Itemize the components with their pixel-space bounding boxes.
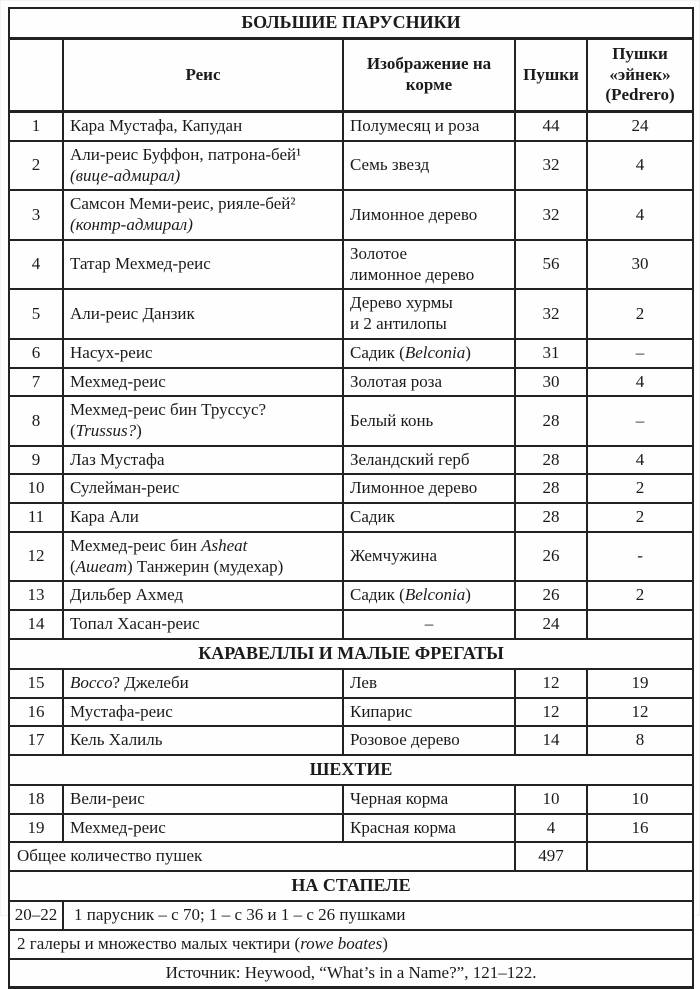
table-title: БОЛЬШИЕ ПАРУСНИКИ (9, 8, 693, 38)
ship-name: Самсон Меми-реис, рияле-бей² (контр-адмирал) (63, 190, 343, 239)
ship-row (9, 112, 693, 141)
stern-image: Жемчужина (343, 532, 515, 581)
pedrero-guns-count: 19 (587, 669, 693, 698)
ship-number: 1 (9, 112, 63, 141)
guns-count: 32 (515, 190, 587, 239)
ship-name: Мустафа-реис (63, 698, 343, 727)
pedrero-guns-count: 4 (587, 141, 693, 190)
stern-image: Полумесяц и роза (343, 112, 515, 141)
stern-image: Кипарис (343, 698, 515, 727)
range-numbers: 20–22 (9, 901, 63, 930)
stern-image: Розовое дерево (343, 726, 515, 755)
stern-image: – (343, 610, 515, 639)
guns-count: 4 (515, 814, 587, 843)
ship-name: Татар Мехмед-реис (63, 240, 343, 289)
ship-row (9, 581, 693, 610)
ship-row (9, 669, 693, 698)
section-header-row (9, 639, 693, 669)
ship-name: Али-реис Буффон, патрона-бей¹ (вице-адмирал) (63, 141, 343, 190)
ship-row (9, 368, 693, 397)
pedrero-guns-count: 2 (587, 581, 693, 610)
column-header-pedrero: Пушки «эйнек» (Pedrero) (587, 38, 693, 111)
ship-number: 14 (9, 610, 63, 639)
ship-row (9, 726, 693, 755)
ship-number: 7 (9, 368, 63, 397)
pedrero-guns-count: 2 (587, 503, 693, 532)
pedrero-guns-count: – (587, 396, 693, 445)
column-header-reis: Реис (63, 38, 343, 111)
section-header-row (9, 871, 693, 901)
stern-image: Белый конь (343, 396, 515, 445)
ship-row (9, 289, 693, 338)
ship-number: 9 (9, 446, 63, 475)
pedrero-guns-count: 10 (587, 785, 693, 814)
ship-number: 11 (9, 503, 63, 532)
total-label: Общее количество пушек (9, 842, 515, 871)
ship-number: 17 (9, 726, 63, 755)
ship-number: 16 (9, 698, 63, 727)
total-row (9, 842, 693, 871)
stern-image: Лев (343, 669, 515, 698)
ship-number: 6 (9, 339, 63, 368)
pedrero-guns-count: 16 (587, 814, 693, 843)
pedrero-guns-count: 4 (587, 368, 693, 397)
column-header-guns: Пушки (515, 38, 587, 111)
note-text: 2 галеры и множество малых чектири (rowe boates) (9, 930, 693, 959)
total-guns-count: 497 (515, 842, 587, 871)
column-header-num (9, 38, 63, 111)
source-text: Источник: Heywood, “What’s in a Name?”, 121–122. (9, 959, 693, 988)
ship-row (9, 785, 693, 814)
ship-number: 8 (9, 396, 63, 445)
stern-image: Золотое лимонное дерево (343, 240, 515, 289)
guns-count: 26 (515, 532, 587, 581)
ship-row (9, 474, 693, 503)
pedrero-guns-count: 4 (587, 190, 693, 239)
section-header-label: НА СТАПЕЛЕ (9, 871, 693, 901)
ship-row (9, 532, 693, 581)
stern-image: Семь звезд (343, 141, 515, 190)
table-title-row (9, 8, 693, 38)
ship-name: Вели-реис (63, 785, 343, 814)
total-pedrero-count (587, 842, 693, 871)
guns-count: 28 (515, 474, 587, 503)
guns-count: 32 (515, 141, 587, 190)
ship-number: 19 (9, 814, 63, 843)
pedrero-guns-count (587, 610, 693, 639)
source-row (9, 959, 693, 988)
ship-name: Дильбер Ахмед (63, 581, 343, 610)
guns-count: 28 (515, 446, 587, 475)
ship-name: Насух-реис (63, 339, 343, 368)
guns-count: 26 (515, 581, 587, 610)
pedrero-guns-count: 2 (587, 474, 693, 503)
section-header-label: КАРАВЕЛЛЫ И МАЛЫЕ ФРЕГАТЫ (9, 639, 693, 669)
stern-image: Черная корма (343, 785, 515, 814)
guns-count: 14 (515, 726, 587, 755)
table-header-row (9, 38, 693, 111)
ship-row (9, 698, 693, 727)
ship-number: 18 (9, 785, 63, 814)
ship-number: 5 (9, 289, 63, 338)
pedrero-guns-count: 8 (587, 726, 693, 755)
pedrero-guns-count: 12 (587, 698, 693, 727)
ships-table-body (9, 8, 693, 988)
guns-count: 10 (515, 785, 587, 814)
pedrero-guns-count: 4 (587, 446, 693, 475)
ship-number: 3 (9, 190, 63, 239)
pedrero-guns-count: 30 (587, 240, 693, 289)
stern-image: Красная корма (343, 814, 515, 843)
column-header-image: Изображение на корме (343, 38, 515, 111)
guns-count: 56 (515, 240, 587, 289)
note-row (9, 930, 693, 959)
ship-row (9, 814, 693, 843)
ship-name: Мехмед-реис бин Труссус? (Trussus?) (63, 396, 343, 445)
ship-row (9, 446, 693, 475)
ship-number: 10 (9, 474, 63, 503)
stern-image: Садик (Belconia) (343, 581, 515, 610)
ship-name: Лаз Мустафа (63, 446, 343, 475)
guns-count: 31 (515, 339, 587, 368)
ship-row (9, 396, 693, 445)
guns-count: 12 (515, 669, 587, 698)
stern-image: Дерево хурмы и 2 антилопы (343, 289, 515, 338)
stern-image: Лимонное дерево (343, 190, 515, 239)
ship-name: Топал Хасан-реис (63, 610, 343, 639)
ship-name: Сулейман-реис (63, 474, 343, 503)
guns-count: 32 (515, 289, 587, 338)
guns-count: 24 (515, 610, 587, 639)
ship-number: 13 (9, 581, 63, 610)
guns-count: 28 (515, 503, 587, 532)
ship-name: Мехмед-реис бин Asheat (Ашеат) Танжерин (мудехар) (63, 532, 343, 581)
ship-row (9, 339, 693, 368)
stern-image: Лимонное дерево (343, 474, 515, 503)
ship-row (9, 610, 693, 639)
guns-count: 44 (515, 112, 587, 141)
pedrero-guns-count: 24 (587, 112, 693, 141)
ship-number: 15 (9, 669, 63, 698)
guns-count: 28 (515, 396, 587, 445)
pedrero-guns-count: – (587, 339, 693, 368)
stern-image: Золотая роза (343, 368, 515, 397)
stern-image: Зеландский герб (343, 446, 515, 475)
section-header-label: ШЕХТИЕ (9, 755, 693, 785)
ship-row (9, 141, 693, 190)
ship-name: Али-реис Данзик (63, 289, 343, 338)
ship-name: Кара Мустафа, Капудан (63, 112, 343, 141)
guns-count: 30 (515, 368, 587, 397)
ship-row (9, 503, 693, 532)
ship-name: Кель Халиль (63, 726, 343, 755)
ship-row (9, 240, 693, 289)
guns-count: 12 (515, 698, 587, 727)
ship-name: Кара Али (63, 503, 343, 532)
pedrero-guns-count: 2 (587, 289, 693, 338)
ship-name: Bocco? Джелеби (63, 669, 343, 698)
stern-image: Садик (343, 503, 515, 532)
section-header-row (9, 755, 693, 785)
ship-row (9, 190, 693, 239)
pedrero-guns-count: - (587, 532, 693, 581)
ship-number: 2 (9, 141, 63, 190)
range-row (9, 901, 693, 930)
stern-image: Садик (Belconia) (343, 339, 515, 368)
ships-table (8, 7, 694, 989)
range-description: 1 парусник – с 70; 1 – с 36 и 1 – с 26 пушками (63, 901, 693, 930)
ship-name: Мехмед-реис (63, 814, 343, 843)
ship-number: 4 (9, 240, 63, 289)
ship-name: Мехмед-реис (63, 368, 343, 397)
ship-number: 12 (9, 532, 63, 581)
